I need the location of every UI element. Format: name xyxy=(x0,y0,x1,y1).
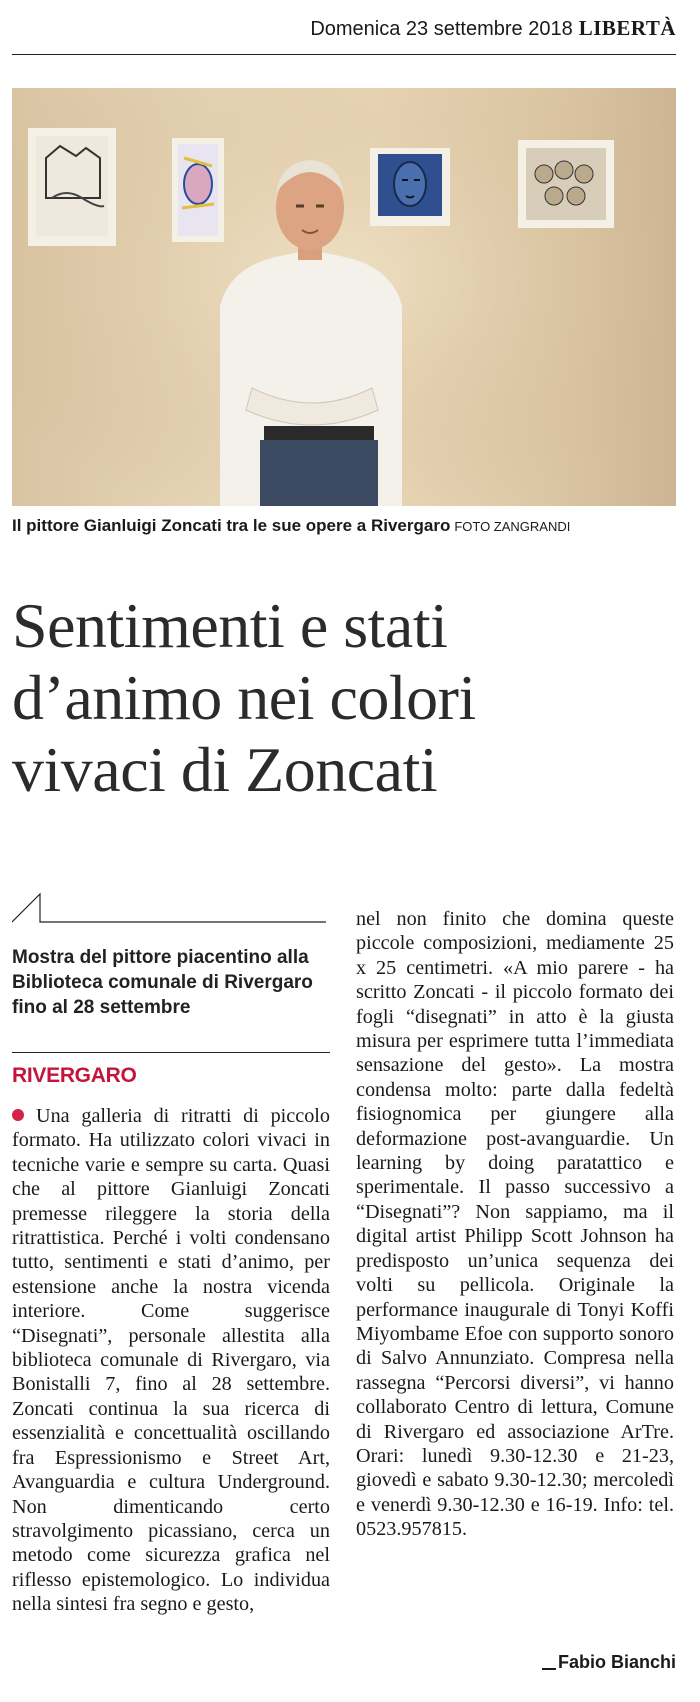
body-paragraph xyxy=(356,907,674,1542)
artwork-frame xyxy=(172,138,224,242)
divider xyxy=(12,1052,330,1053)
photo-illustration xyxy=(12,88,676,506)
article-subhead: Mostra del pittore piacentino alla Biblioteca comunale di Rivergaro fino al 28 settembre xyxy=(12,947,313,1018)
publication-date: Domenica 23 settembre 2018 xyxy=(310,18,573,40)
column-1-text: Una galleria di ritratti di piccolo formato. Ha utilizzato colori vivaci in tecniche varie e sempre su carta. Quasi che al pittore Gianluigi Zoncati premesse rileggere la storia della ritrattistica. Perché i volti condensano tutto, sentimenti e stati d’animo, per estensione anche la nostra vicenda interiore. Come suggerisce “Disegnati”, personale allestita alla biblioteca comunale di Rivergaro, via Bonistalli 7, fino al 28 settembre. Zoncati continua la sua ricerca di essenzialità e concettualità oscillando fra Espressionismo e Street Art, Avanguardia e cultura Underground. Non dimenticando certo stravolgimento picassiano, cerca un metodo come sicurezza grafica nel riflesso epistemologico. Lo individua nella sintesi fra segno e gesto, xyxy=(12,1105,330,1616)
body-paragraph xyxy=(12,1104,330,1617)
author-name: Fabio Bianchi xyxy=(557,1652,676,1672)
caption-text: Il pittore Gianluigi Zoncati tra le sue opere a Rivergaro xyxy=(12,516,451,535)
location-tag: RIVERGARO xyxy=(12,1064,137,1087)
bullet-icon xyxy=(12,1109,24,1121)
article-column-1 xyxy=(12,1104,330,1617)
photo-caption xyxy=(12,516,676,536)
artwork-frame xyxy=(28,128,116,246)
article-headline xyxy=(12,590,682,806)
column-2-text: nel non finito che domina queste piccole composizioni, mediamente 25 x 25 centimetri. «A mio parere - ha scritto Zoncati - il piccolo formato dei fogli “disegnati” in atto è la giusta misura per esprimere tutta l’immediata sensazione del gesto». La mostra condensa molto: parte dalla fedeltà fisiognomica per giungere alla deformazione post-avanguardie. Un learning by doing paratattico e sperimentale. Il passo successivo a “Disegnati”? Non sappiamo, ma il digital artist Philipp Scott Johnson ha predisposto un’unica sequenza dei volti su pellicola. Originale la performance inaugurale di Tonyi Koffi Miyombame Efoe con supporto sonoro di Salvo Annunziato. Compresa nella rassegna “Percorsi diversi”, vi hanno collaborato Centro di lettura, Comune di Rivergaro ed associazione ArTre. Orari: lunedì 9.30-12.30 e 21-23, giovedì e sabato 9.30-12.30; mercoledì e venerdì 9.30-12.30 e 16-19. Info: tel. 0523.957815. xyxy=(356,908,674,1541)
headline-line: Sentimenti e stati xyxy=(12,590,448,661)
photo-credit: FOTO ZANGRANDI xyxy=(454,519,571,534)
article-photo xyxy=(12,88,676,506)
headline-line: vivaci di Zoncati xyxy=(12,734,438,805)
artwork-frame xyxy=(518,140,614,228)
dateline xyxy=(310,16,676,41)
page-header xyxy=(12,10,676,55)
newspaper-name: LIBERTÀ xyxy=(578,16,676,40)
byline xyxy=(542,1652,676,1673)
byline-dash xyxy=(542,1668,556,1670)
decorative-rule xyxy=(12,893,326,923)
headline-line: d’animo nei colori xyxy=(12,662,476,733)
artwork-frame xyxy=(370,148,450,226)
article-column-2 xyxy=(356,907,674,1542)
